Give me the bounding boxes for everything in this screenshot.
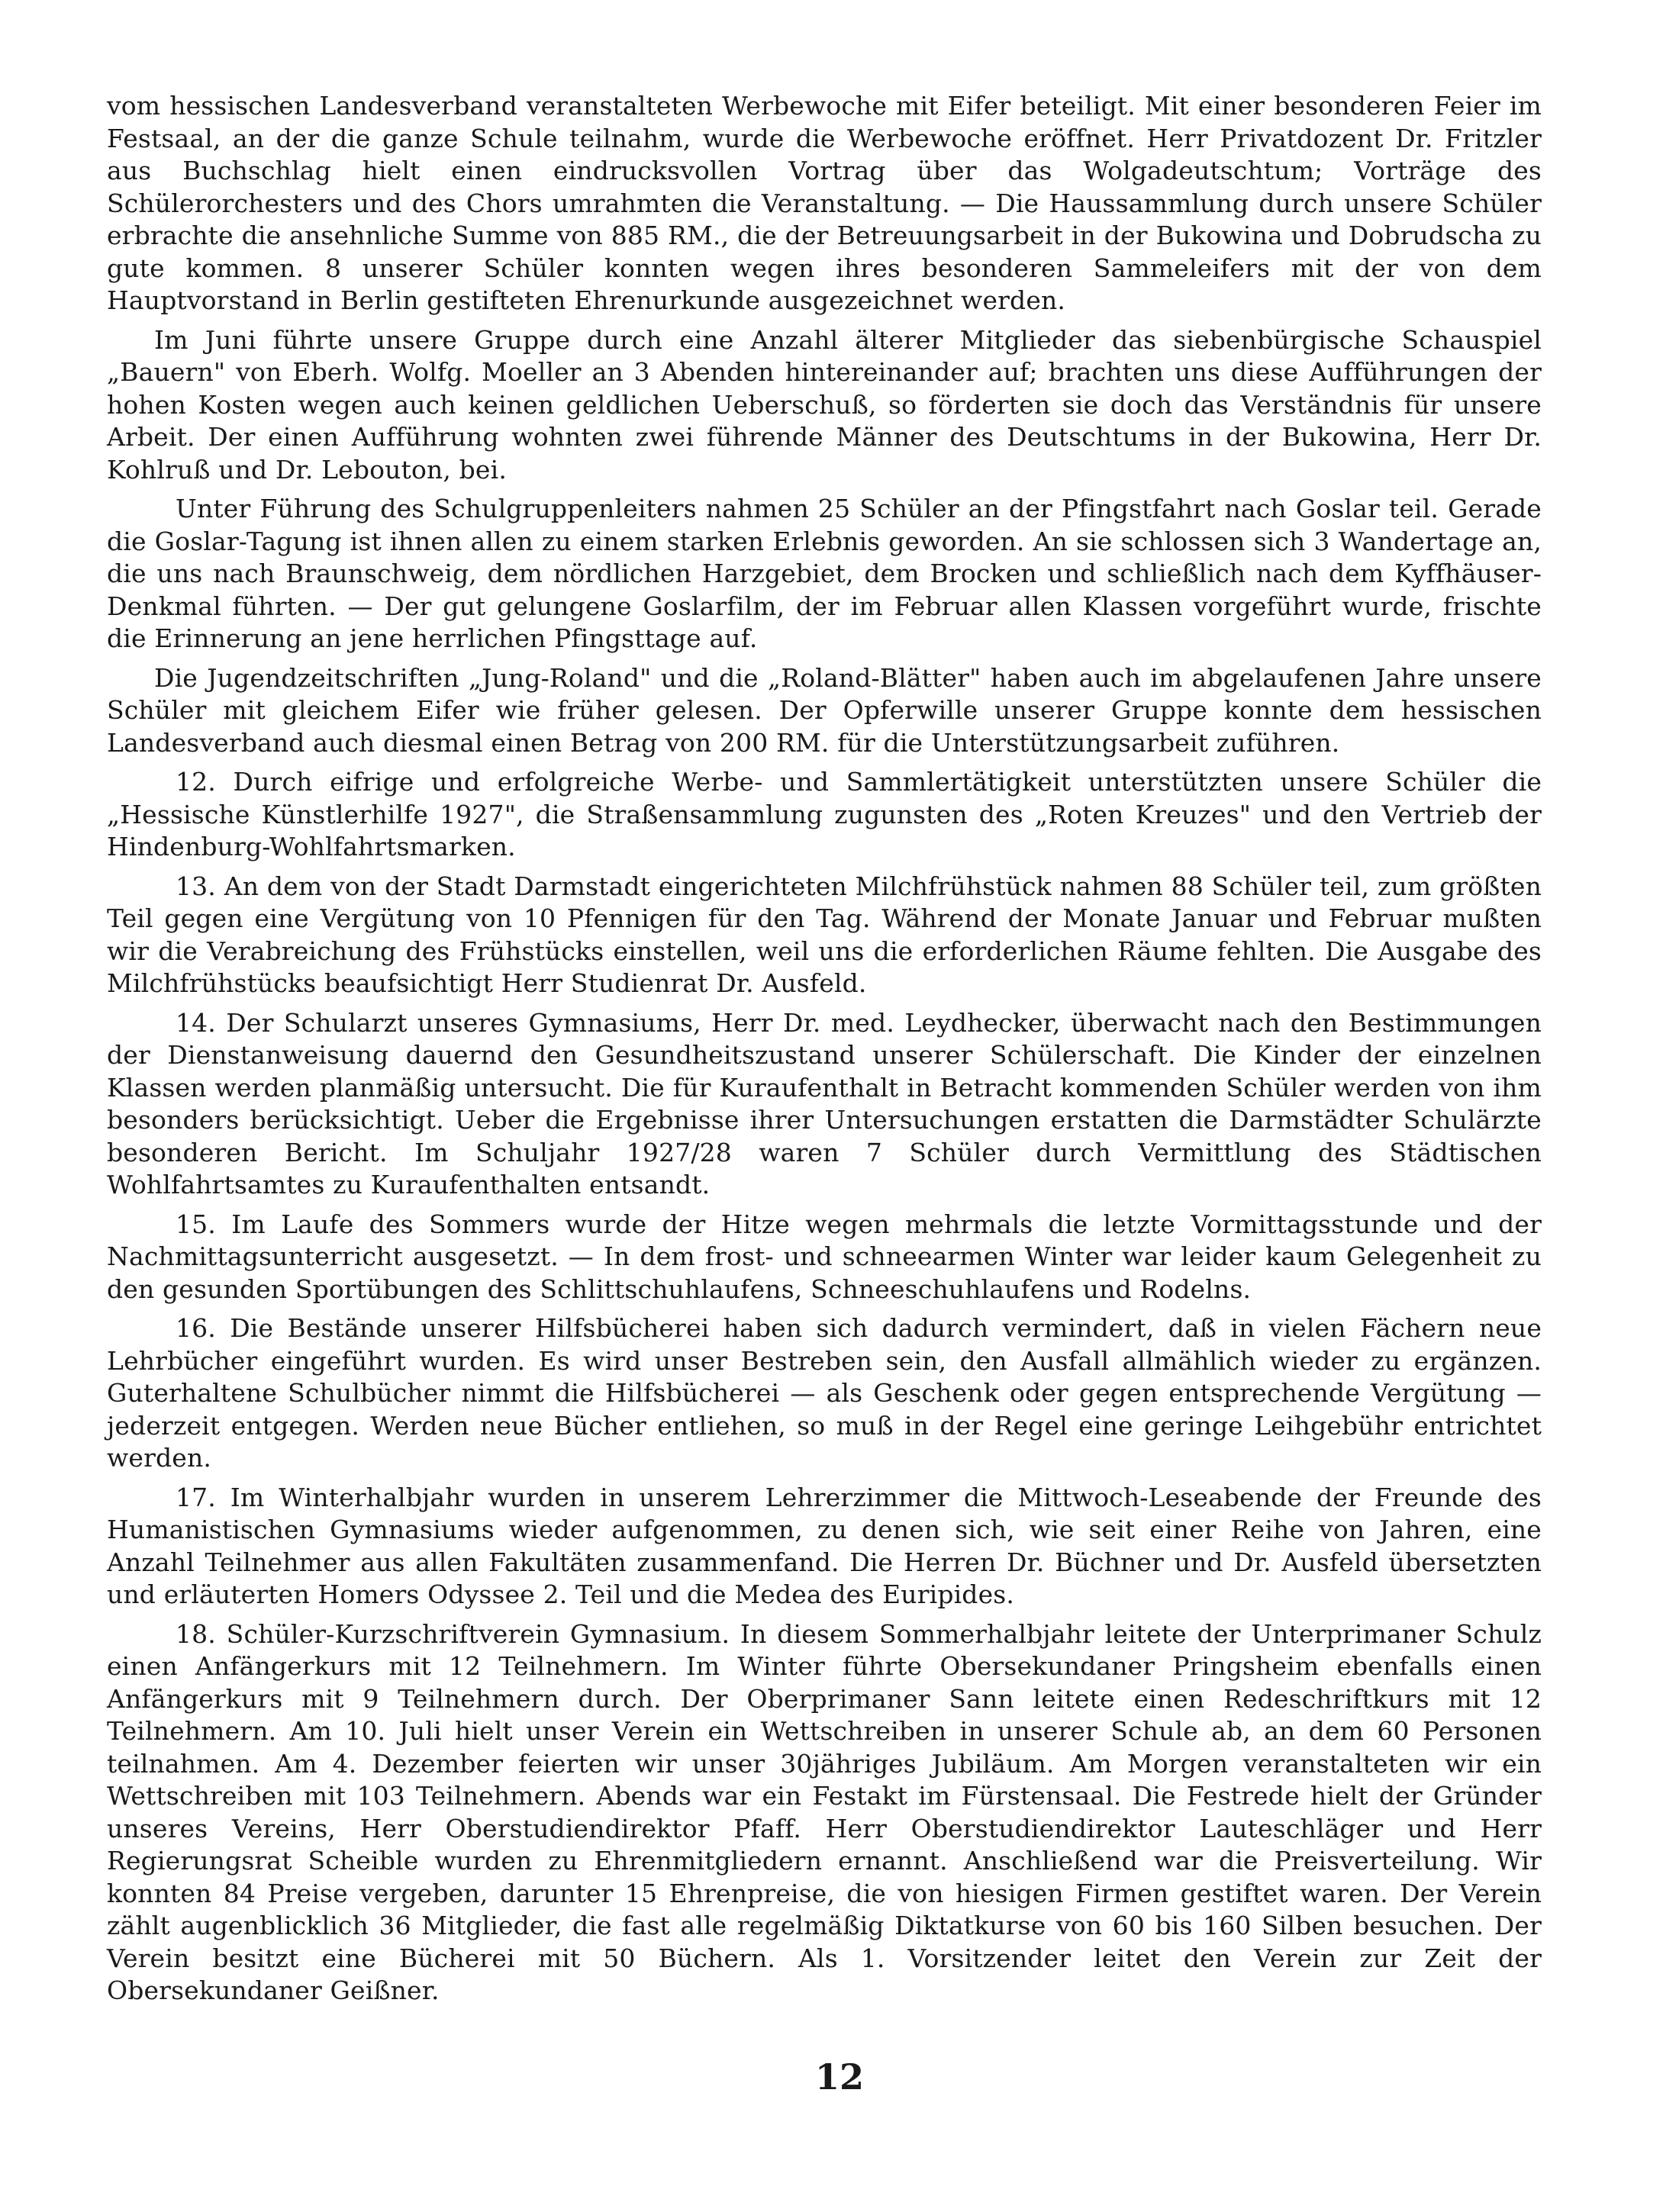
paragraph-item-17: 17. Im Winterhalbjahr wurden in unserem Lehrerzimmer die Mittwoch-Leseabende der Freunde des Humanistischen Gymnasiums wieder aufgenommen, zu denen sich, wie seit einer Reihe von Jahren, eine Anzahl Teilnehmer aus allen Fakultäten zusammenfand. Die Herren Dr. Büchner und Dr. Ausfeld übersetzten und erläuterten Homers Odyssee 2. Teil und die Medea des Euripides. (107, 1482, 1542, 1609)
paragraph-item-16: 16. Die Bestände unserer Hilfsbücherei haben sich dadurch vermindert, daß in vielen Fächern neue Lehrbücher eingeführt wurden. Es wird unser Bestreben sein, den Ausfall allmählich wieder zu ergänzen. Guterhaltene Schulbücher nimmt die Hilfsbücherei — als Geschenk oder gegen entsprechende Vergütung — jederzeit entgegen. Werden neue Bücher entliehen, so muß in der Regel eine geringe Leihgebühr entrichtet werden. (107, 1313, 1542, 1473)
paragraph-item-18: 18. Schüler-Kurzschriftverein Gymnasium. In diesem Sommerhalbjahr leitete der Unterprimaner Schulz einen Anfängerkurs mit 12 Teilnehmern. Im Winter führte Obersekundaner Pringsheim ebenfalls einen Anfängerkurs mit 9 Teilnehmern durch. Der Oberprimaner Sann leitete einen Redeschriftkurs mit 12 Teilnehmern. Am 10. Juli hielt unser Verein ein Wettschreiben in unserer Schule ab, an dem 60 Personen teilnahmen. Am 4. Dezember feierten wir unser 30jähriges Jubiläum. Am Morgen veranstalteten wir ein Wettschreiben mit 103 Teilnehmern. Abends war ein Festakt im Fürstensaal. Die Festrede hielt der Gründer unseres Vereins, Herr Oberstudiendirektor Pfaff. Herr Oberstudiendirektor Lauteschläger und Herr Regierungsrat Scheible wurden zu Ehrenmitgliedern ernannt. Anschließend war die Preisverteilung. Wir konnten 84 Preise vergeben, darunter 15 Ehrenpreise, die von hiesigen Firmen gestiftet waren. Der Verein zählt augenblicklich 36 Mitglieder, die fast alle regelmäßig Diktatkurse von 60 bis 160 Silben besuchen. Der Verein besitzt eine Bücherei mit 50 Büchern. Als 1. Vorsitzender leitet den Verein zur Zeit der Obersekundaner Geißner. (107, 1618, 1542, 2005)
paragraph-item-12: 12. Durch eifrige und erfolgreiche Werbe- und Sammlertätigkeit unterstützten unsere Schüler die „Hessische Künstlerhilfe 1927", die Straßensammlung zugunsten des „Roten Kreuzes" und den Vertrieb der Hindenburg-Wohlfahrtsmarken. (107, 767, 1542, 861)
paragraph-item-14: 14. Der Schularzt unseres Gymnasiums, Herr Dr. med. Leydhecker, überwacht nach den Bestimmungen der Dienstanweisung dauernd den Gesundheitszustand unserer Schülerschaft. Die Kinder der einzelnen Klassen werden planmäßig untersucht. Die für Kuraufenthalt in Betracht kommenden Schüler werden von ihm besonders berücksichtigt. Ueber die Ergebnisse ihrer Untersuchungen erstatten die Darmstädter Schulärzte besonderen Bericht. Im Schuljahr 1927/28 waren 7 Schüler durch Vermittlung des Städtischen Wohlfahrtsamtes zu Kuraufenthalten entsandt. (107, 1007, 1542, 1199)
paragraph-jugendzeitschriften: Die Jugendzeitschriften „Jung-Roland" und die „Roland-Blätter" haben auch im abgelaufenen Jahre unsere Schüler mit gleichem Eifer wie früher gelesen. Der Opferwille unserer Gruppe konnte dem hessischen Landesverband auch diesmal einen Betrag von 200 RM. für die Unterstützungsarbeit zuführen. (107, 662, 1542, 758)
paragraph-item-13: 13. An dem von der Stadt Darmstadt eingerichteten Milchfrühstück nahmen 88 Schüler teil, zum größten Teil gegen eine Vergütung von 10 Pfennigen für den Tag. Während der Monate Januar und Februar mußten wir die Verabreichung des Frühstücks einstellen, weil uns die erforderlichen Räume fehlten. Die Ausgabe des Milchfrühstücks beaufsichtigt Herr Studienrat Dr. Ausfeld. (107, 871, 1542, 998)
paragraph-pfingstfahrt: Unter Führung des Schulgruppenleiters nahmen 25 Schüler an der Pfingstfahrt nach Goslar teil. Gerade die Goslar-Tagung ist ihnen allen zu einem starken Erlebnis geworden. An sie schlossen sich 3 Wandertage an, die uns nach Braunschweig, dem nördlichen Harzgebiet, dem Brocken und schließlich nach dem Kyffhäuser-Denkmal führten. — Der gut gelungene Goslarfilm, der im Februar allen Klassen vorgeführt wurde, frischte die Erinnerung an jene herrlichen Pfingsttage auf. (107, 494, 1542, 653)
document-body (107, 90, 1542, 2014)
paragraph-item-15: 15. Im Laufe des Sommers wurde der Hitze wegen mehrmals die letzte Vormittagsstunde und der Nachmittagsunterricht ausgesetzt. — In dem frost- und schneearmen Winter war leider kaum Gelegenheit zu den gesunden Sportübungen des Schlittschuhlaufens, Schneeschuhlaufens und Rodelns. (107, 1209, 1542, 1304)
paragraph-schauspiel: Im Juni führte unsere Gruppe durch eine Anzahl älterer Mitglieder das siebenbürgische Schauspiel „Bauern" von Eberh. Wolfg. Moeller an 3 Abenden hintereinander auf; brachten uns diese Aufführungen der hohen Kosten wegen auch keinen geldlichen Ueberschuß, so förderten sie doch das Verständnis für unsere Arbeit. Der einen Aufführung wohnten zwei führende Männer des Deutschtums in der Bukowina, Herr Dr. Kohlruß und Dr. Lebouton, bei. (107, 324, 1542, 485)
paragraph-werbewoche: vom hessischen Landesverband veranstalteten Werbewoche mit Eifer beteiligt. Mit einer besonderen Feier im Festsaal, an der die ganze Schule teilnahm, wurde die Werbewoche eröffnet. Herr Privatdozent Dr. Fritzler aus Buchschlag hielt einen eindrucksvollen Vortrag über das Wolgadeutschtum; Vorträge des Schülerorchesters und des Chors umrahmten die Veranstaltung. — Die Haussammlung durch unsere Schüler erbrachte die ansehnliche Summe von 885 RM., die der Betreuungsarbeit in der Bukowina und Dobrudscha zu gute kommen. 8 unserer Schüler konnten wegen ihres besonderen Sammeleifers mit der von dem Hauptvorstand in Berlin gestifteten Ehrenurkunde ausgezeichnet werden. (107, 91, 1542, 315)
page-number: 12 (814, 2056, 864, 2098)
